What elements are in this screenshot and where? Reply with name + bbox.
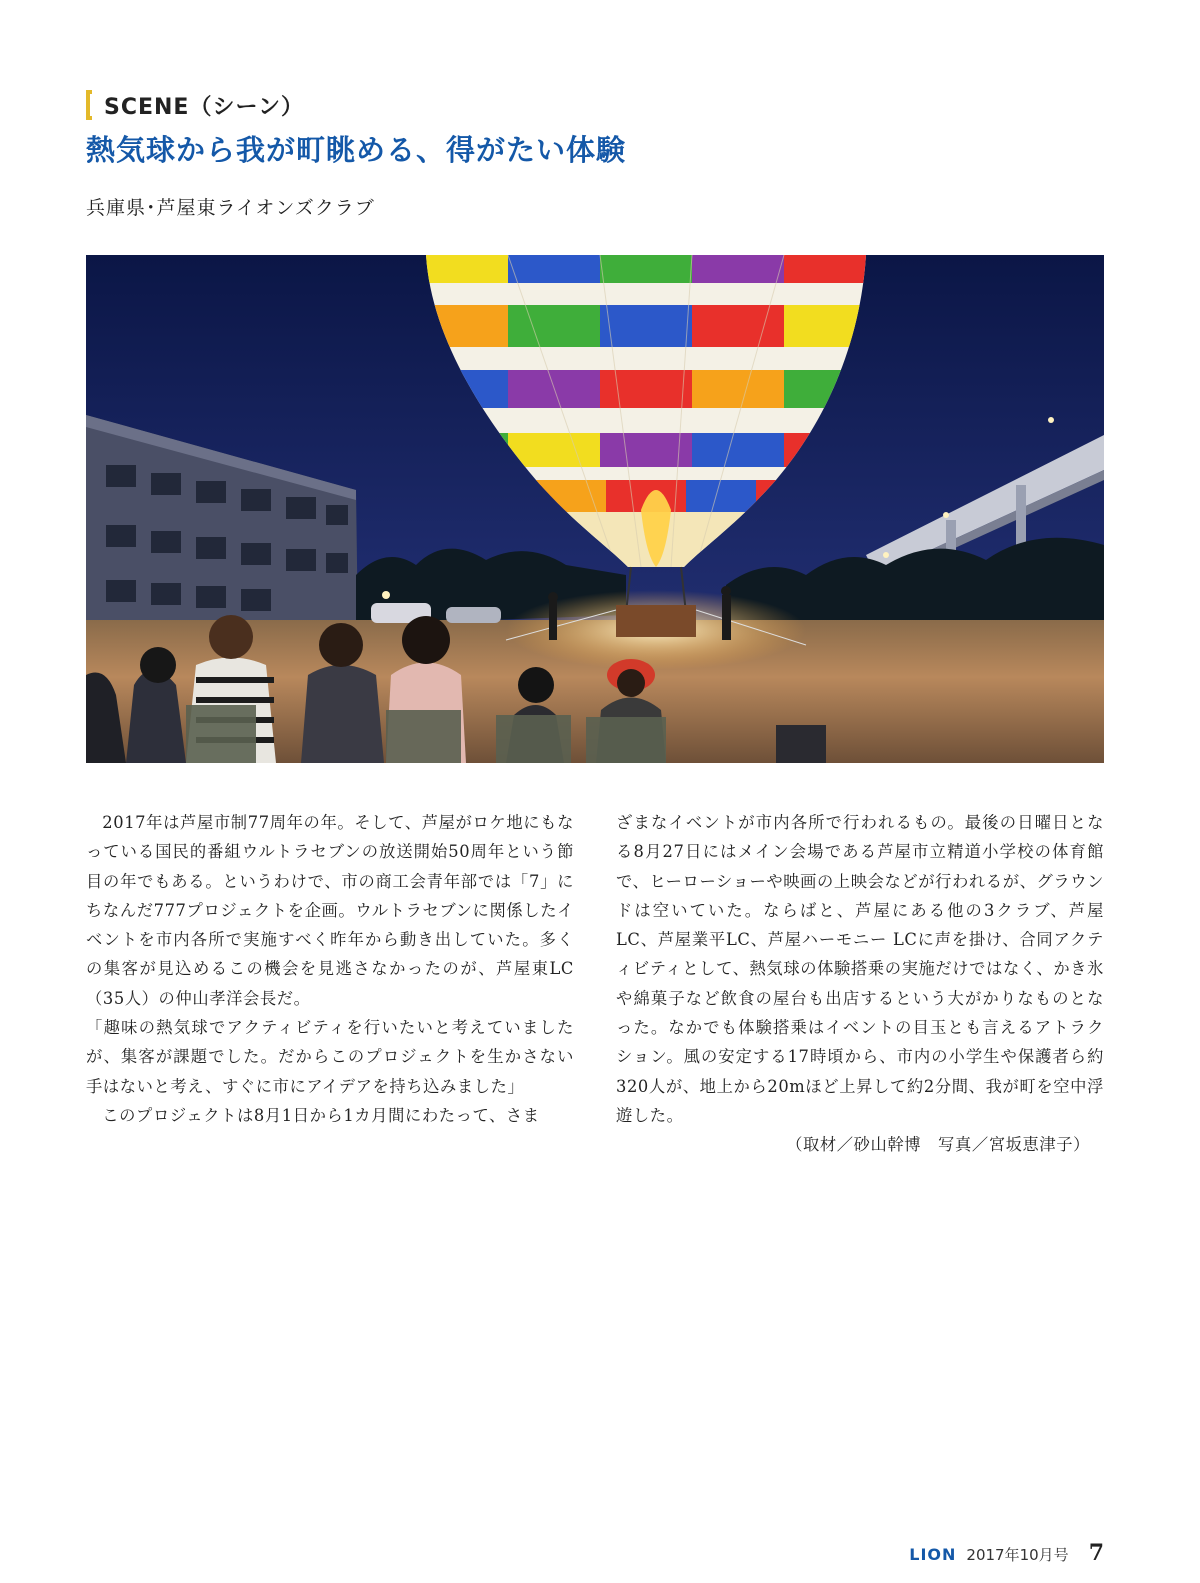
page-number: 7 bbox=[1088, 1540, 1104, 1566]
article-paragraph: 2017年は芦屋市制77周年の年。そして、芦屋がロケ地にもなっている国民的番組ウルトラセブンの放送開始50周年という節目の年でもある。というわけで、市の商工会青年部では「7」にちなんだ777プロジェクトを企画。ウルトラセブンに関係したイベントを市内各所で実施すべく昨年から動き出していた。多くの集客が見込めるこの機会を見逃さなかったのが、芦屋東LC（35人）の仲山孝洋会長だ。 bbox=[86, 813, 574, 1008]
hot-air-balloon-photo bbox=[86, 255, 1104, 763]
section-label-text: SCENE（シーン） bbox=[104, 94, 305, 120]
article-column-left bbox=[86, 808, 574, 1130]
headline: 熱気球から我が町眺める、得がたい体験 bbox=[86, 133, 627, 167]
page-footer bbox=[909, 1540, 1104, 1566]
article-column-right bbox=[616, 808, 1104, 1160]
club-name: 兵庫県･芦屋東ライオンズクラブ bbox=[86, 197, 375, 219]
magazine-brand: LION bbox=[909, 1545, 957, 1564]
bracket-mark bbox=[86, 90, 92, 120]
article-paragraph: このプロジェクトは8月1日から1カ月間にわたって、さま bbox=[102, 1105, 540, 1125]
section-label bbox=[86, 88, 626, 122]
article-credit: （取材／砂山幹博 写真／宮坂恵津子） bbox=[786, 1135, 1090, 1155]
issue-date: 2017年10月号 bbox=[966, 1546, 1069, 1564]
article-quote: 「趣味の熱気球でアクティビティを行いたいと考えていましたが、集客が課題でした。だからこのプロジェクトを生かさない手はないと考え、すぐに市にアイデアを持ち込みました」 bbox=[86, 1018, 574, 1096]
article-paragraph: ざまなイベントが市内各所で行われるもの。最後の日曜日となる8月27日にはメイン会場である芦屋市立精道小学校の体育館で、ヒーローショーや映画の上映会などが行われるが、グラウンドは空いていた。ならばと、芦屋にある他の3クラブ、芦屋LC、芦屋業平LC、芦屋ハーモニー LCに声を掛け、合同アクティビティとして、熱気球の体験搭乗の実施だけではなく、かき氷や綿菓子など飲食の屋台も出店するという大がかりなものとなった。なかでも体験搭乗はイベントの目玉とも言えるアトラクション。風の安定する17時頃から、市内の小学生や保護者ら約320人が、地上から20mほど上昇して約2分間、我が町を空中浮遊した。 bbox=[616, 813, 1104, 1125]
article-header bbox=[86, 88, 626, 220]
